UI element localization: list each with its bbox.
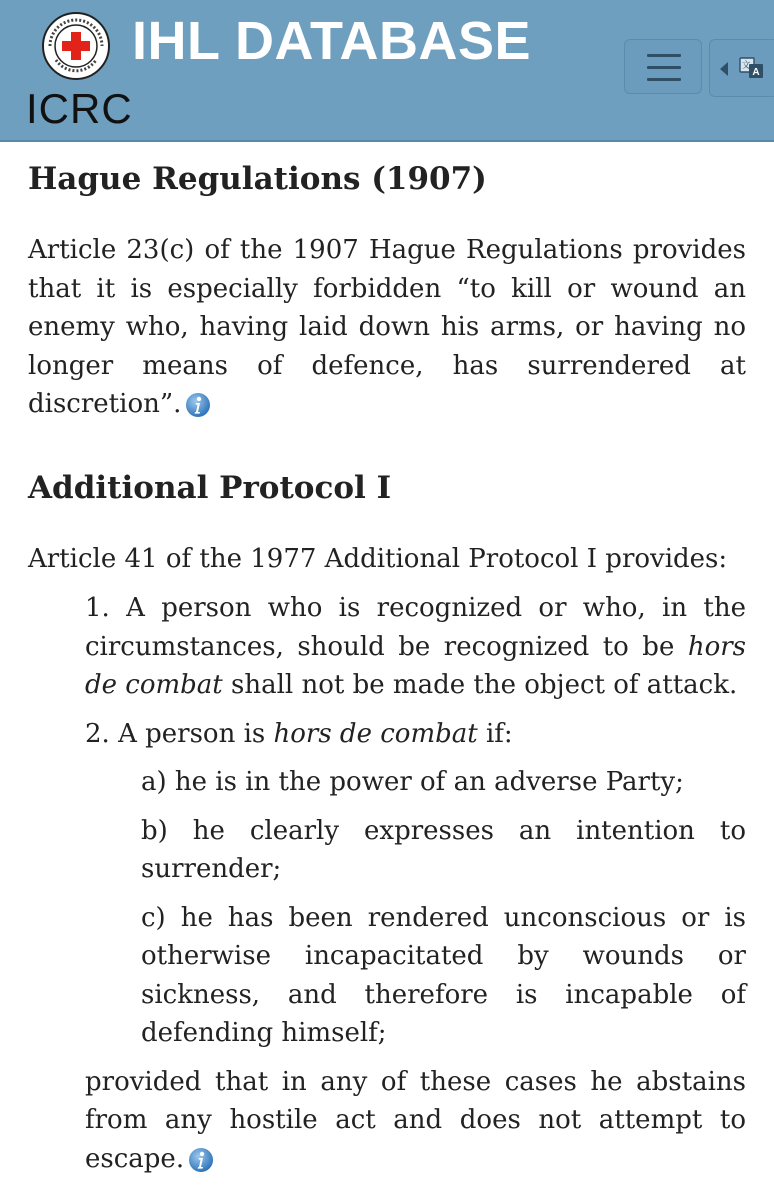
site-header (0, 0, 774, 142)
language-button[interactable] (709, 39, 774, 97)
info-icon[interactable] (188, 1147, 214, 1173)
svg-text:文: 文 (741, 61, 751, 71)
list-item: a) he is in the power of an adverse Party; (141, 767, 684, 797)
list-item: b) he clearly expresses an intention to surrender; (141, 815, 746, 884)
hague-text: Article 23(c) of the 1907 Hague Regulations provides that it is especially forbidden “to kill or wound an enemy who, having laid down his arms, or having no longer means of defence, has surrendered at discretion”. (28, 235, 746, 419)
quote-closing (85, 1063, 746, 1179)
quote-item-2 (85, 715, 746, 754)
quote-item-1-emphasis: hors de combat (85, 631, 746, 700)
icrc-logo-text[interactable]: ICRC (26, 85, 133, 132)
article-41-quote (85, 589, 746, 1178)
quote-item-1 (85, 589, 746, 705)
quote-closing-text: provided that in any of these cases he abstains from any hostile act and does not attempt to escape. (85, 1066, 746, 1174)
list-item: c) he has been rendered unconscious or is otherwise incapacitated by wounds or sickness, and therefore is incapable of defending himself; (141, 902, 746, 1048)
quote-item-2-text: 2. A person is (85, 718, 274, 749)
quote-item-1-text: 1. A person who is recognized or who, in the circumstances, should be recognized to be (85, 593, 746, 662)
icrc-emblem-icon[interactable] (40, 10, 112, 82)
hamburger-menu-icon (647, 54, 681, 57)
svg-text:A: A (752, 67, 760, 78)
info-icon[interactable] (185, 392, 211, 418)
site-title[interactable]: IHL DATABASE (132, 11, 532, 71)
api-intro-paragraph: Article 41 of the 1977 Additional Protocol I provides: (28, 544, 728, 574)
quote-item-2-text-end: if: (477, 718, 513, 749)
section-heading-api: Additional Protocol I (28, 470, 392, 506)
caret-left-icon (720, 62, 728, 76)
hamburger-menu-icon-bar (647, 78, 681, 81)
quote-item-1-text-end: shall not be made the object of attack. (222, 670, 738, 700)
menu-button[interactable] (624, 39, 702, 94)
hamburger-menu-icon-bar (647, 66, 681, 69)
translate-icon (739, 55, 765, 81)
section-heading-hague: Hague Regulations (1907) (28, 161, 487, 197)
hague-paragraph (28, 231, 746, 424)
quote-item-2-emphasis: hors de combat (273, 718, 478, 749)
